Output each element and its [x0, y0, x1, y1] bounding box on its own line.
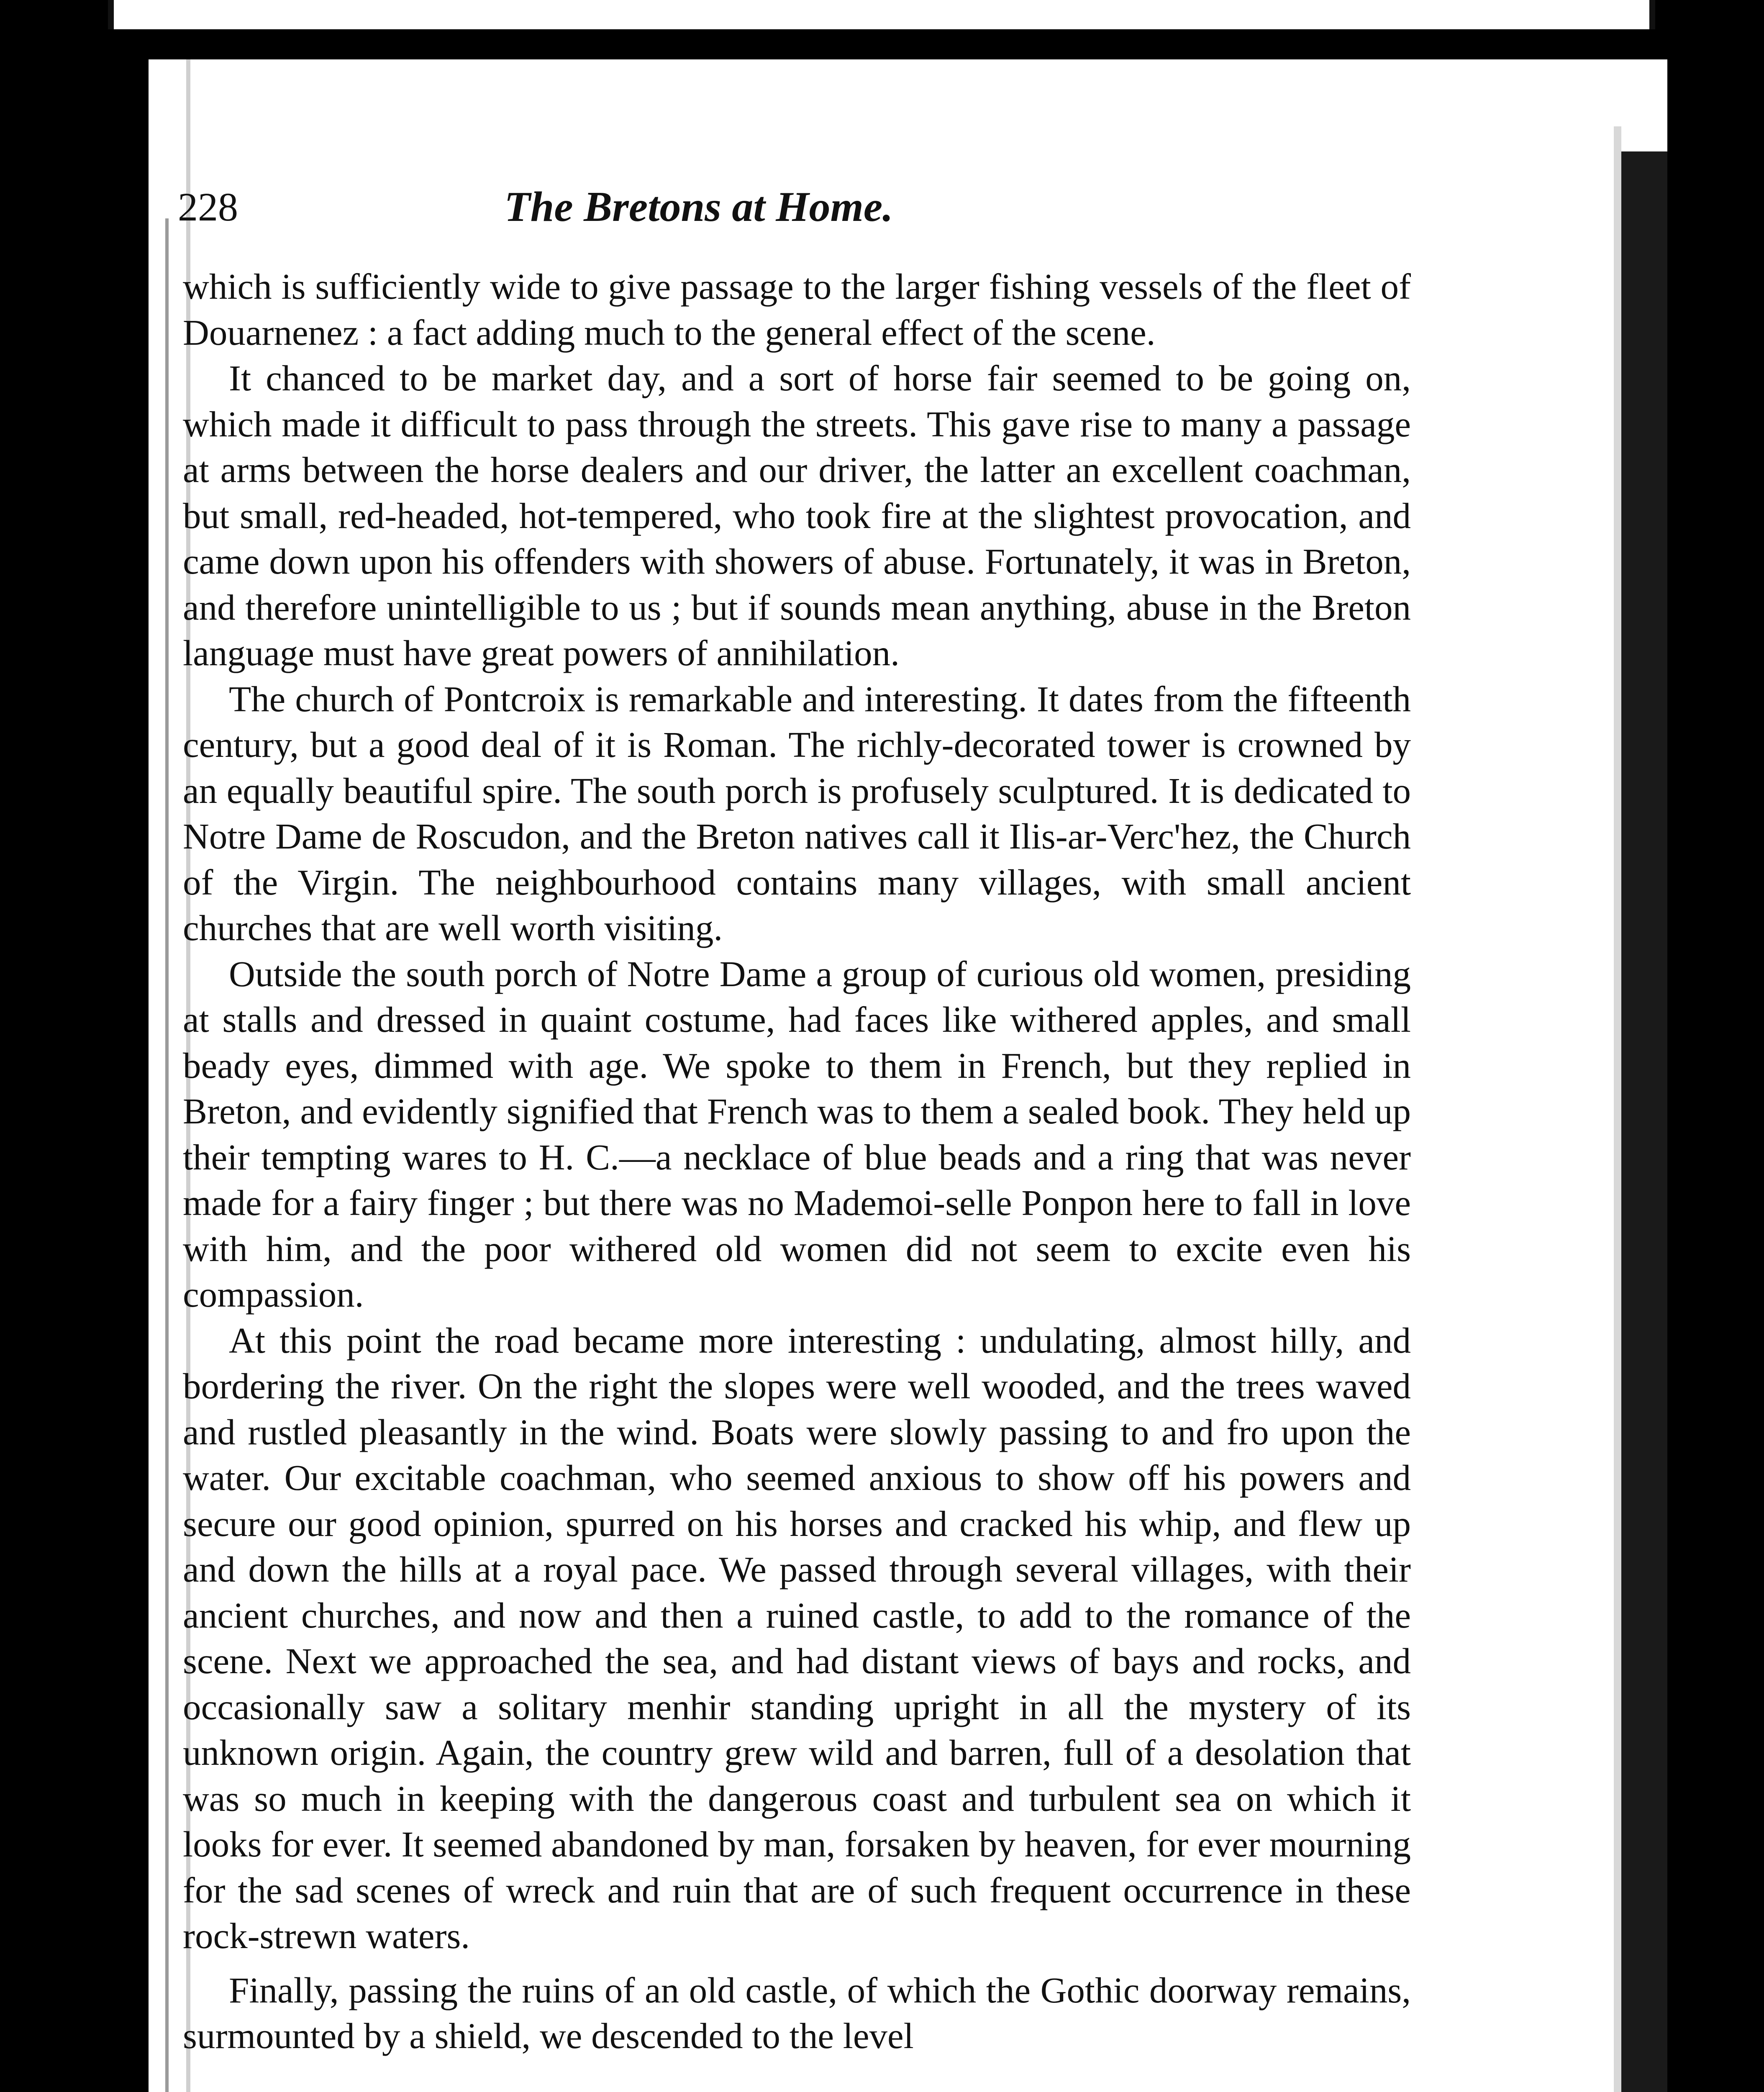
page-header	[178, 176, 1136, 238]
paragraph: which is sufficiently wide to give passage to the larger fishing vessels of the fleet of Douarnenez : a fact adding much to the general effect of the scene.	[183, 266, 1411, 353]
paragraph: The church of Pontcroix is remarkable and interesting. It dates from the fifteenth century, but a good deal of it is Roman. The richly-decorated tower is crowned by an equally beautiful spire. The south porch is profusely sculptured. It is dedicated to Notre Dame de Roscudon, and the Breton natives call it Ilis-ar-Verc'hez, the Church of the Virgin. The neighbourhood contains many villages, with small ancient churches that are well worth visiting.	[183, 678, 1411, 948]
page-number: 228	[178, 185, 238, 229]
body-text	[183, 264, 1411, 2059]
page-edge-highlight	[1614, 126, 1621, 2092]
previous-page-edge	[108, 0, 1655, 29]
page-gutter-line	[165, 218, 169, 2092]
paragraph: Outside the south porch of Notre Dame a group of curious old women, presiding at stalls and dressed in quaint costume, had faces like withered apples, and small beady eyes, dimmed with age. We spoke to them in French, but they replied in Breton, and evidently signified that French was to them a sealed book. They held up their tempting wares to H. C.—a necklace of blue beads and a ring that was never made for a fairy finger ; but there was no Mademoi-selle Ponpon here to fall in love with him, and the poor withered old women did not seem to excite even his compassion.	[183, 953, 1411, 1315]
page-edge-shadow	[1621, 151, 1667, 2092]
paragraph: At this point the road became more interesting : undulating, almost hilly, and bordering the river. On the right the slopes were well wooded, and the trees waved and rustled pleasantly in the wind. Boats were slowly passing to and fro upon the water. Our excitable coachman, who seemed anxious to show off his powers and secure our good opinion, spurred on his horses and cracked his whip, and flew up and down the hills at a royal pace. We passed through several villages, with their ancient churches, and now and then a ruined castle, to add to the romance of the scene. Next we approached the sea, and had distant views of bays and rocks, and occasionally saw a solitary menhir standing upright in all the mystery of its unknown origin. Again, the country grew wild and barren, full of a desolation that was so much in keeping with the dangerous coast and turbulent sea on which it looks for ever. It seemed abandoned by man, forsaken by heaven, for ever mourning for the sad scenes of wreck and ruin that are of such frequent occurrence in these rock-strewn waters.	[183, 1320, 1411, 1956]
paragraph: It chanced to be market day, and a sort of horse fair seemed to be going on, which made it difficult to pass through the streets. This gave rise to many a passage at arms between the horse dealers and our driver, the latter an excellent coachman, but small, red-headed, hot-tempered, who took fire at the slightest provocation, and came down upon his offenders with showers of abuse. Fortunately, it was in Breton, and therefore unintelligible to us ; but if sounds mean anything, abuse in the Breton language must have great powers of annihilation.	[183, 358, 1411, 673]
paragraph: Finally, passing the ruins of an old castle, of which the Gothic doorway remains, surmounted by a shield, we descended to the level	[183, 1969, 1411, 2056]
running-title: The Bretons at Home.	[504, 183, 893, 231]
